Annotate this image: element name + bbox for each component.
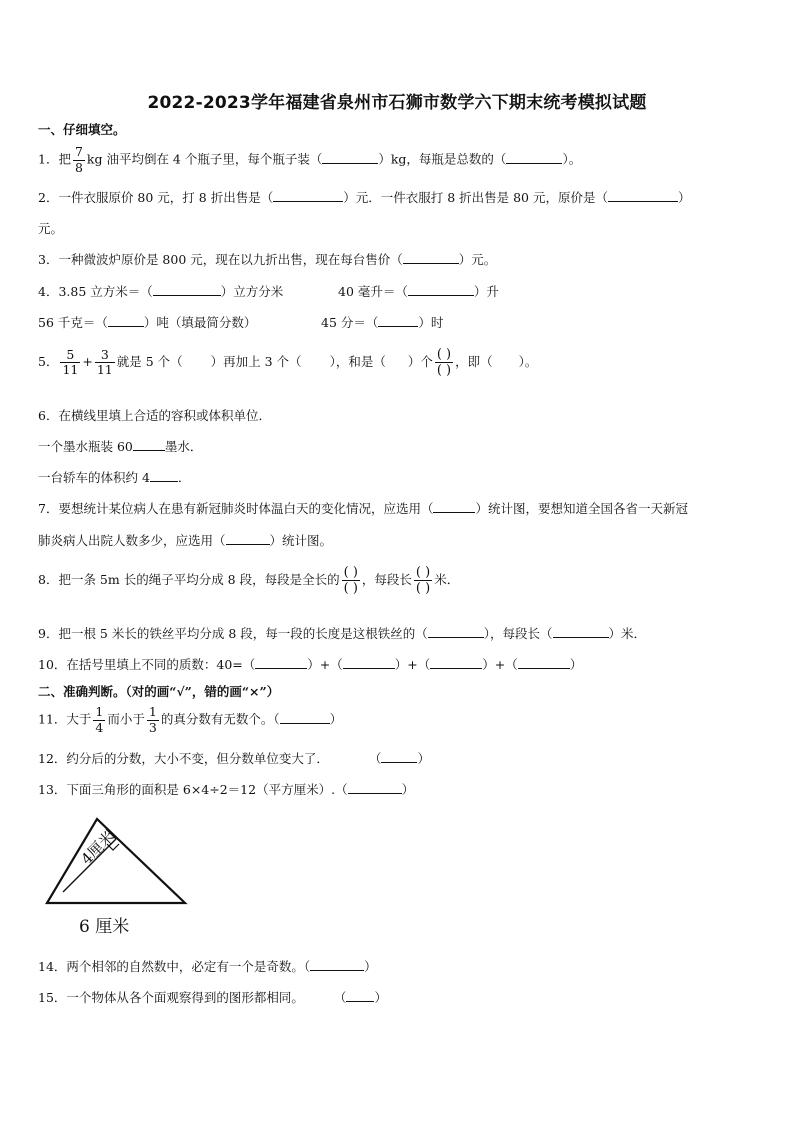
height-label: 4厘米 (77, 827, 119, 869)
answer-blank[interactable] (408, 283, 474, 296)
question-9: 9．把一根 5 米长的铁丝平均分成 8 段，每一段的长度是这根铁丝的（ ），每段长（ ）米． (38, 626, 647, 641)
question-1: 1．把 $\frac{7}{8}$ kg 油平均倒在 4 个瓶子里，每个瓶子装（ ）kg，每瓶是总数的（ ）。 (38, 144, 582, 175)
question-10: 10．在括号里填上不同的质数：40=（ ）+（ ）+（ ）+（ ） (38, 657, 583, 672)
question-2-cont: 元。 (38, 221, 64, 236)
blank-fraction[interactable]: $\frac{( )}{( )}$ (436, 347, 452, 378)
answer-blank[interactable] (348, 781, 402, 794)
triangle-shape (47, 819, 185, 903)
blank-fraction[interactable]: $\frac{( )}{( )}$ (343, 565, 358, 596)
answer-blank[interactable] (255, 656, 307, 669)
question-7-cont: 肺炎病人出院人数多少，应选用（ ）统计图。 (38, 533, 333, 548)
answer-blank[interactable] (343, 656, 395, 669)
question-6: 6．在横线里填上合适的容积或体积单位． (38, 408, 271, 423)
blank-fraction[interactable]: $\frac{( )}{( )}$ (415, 565, 431, 596)
answer-blank[interactable] (153, 283, 221, 296)
question-6-a: 一个墨水瓶装 60 墨水． (38, 439, 203, 454)
answer-blank[interactable] (226, 532, 270, 545)
base-label: 6 厘米 (79, 917, 130, 937)
section-1-heading: 一、仔细填空。 (38, 122, 126, 137)
question-14: 14．两个相邻的自然数中，必定有一个是奇数。（ ） (38, 959, 377, 974)
answer-blank[interactable] (133, 438, 165, 451)
answer-blank[interactable] (346, 989, 374, 1002)
answer-blank[interactable] (608, 189, 678, 202)
answer-blank[interactable] (430, 656, 482, 669)
question-3: 3．一种微波炉原价是 800 元，现在以九折出售，现在每台售价（ ）元。 (38, 252, 497, 267)
fraction-1-3: $\frac{1}{3}$ (148, 704, 157, 735)
question-12: 12．约分后的分数，大小不变，但分数单位变大了． （ ） (38, 751, 430, 766)
answer-blank[interactable] (108, 314, 144, 327)
answer-blank[interactable] (310, 958, 364, 971)
answer-blank[interactable] (433, 500, 475, 513)
fraction-1-4: $\frac{1}{4}$ (95, 704, 104, 735)
answer-blank[interactable] (403, 251, 459, 264)
question-5: 5． $\frac{5}{11}$ + $\frac{3}{11}$ 就是 5 个（ ）再加上 3 个（ ），和是（ ）个 $\frac{( )}{( )}$ ，即（ ）。 (38, 346, 538, 378)
answer-blank[interactable] (506, 151, 562, 164)
question-8: 8．把一条 5m 长的绳子平均分成 8 段，每段是全长的 $\frac{( )}{( )}$ ，每段长 $\frac{( )}{( )}$ 米． (38, 565, 460, 596)
answer-blank[interactable] (378, 314, 418, 327)
page-title: 2022-2023学年福建省泉州市石狮市数学六下期末统考模拟试题 (147, 93, 647, 113)
answer-blank[interactable] (518, 656, 570, 669)
triangle-svg (40, 812, 190, 912)
question-4-part-3: 56 千克＝（ ）吨（填最简分数） (38, 315, 257, 330)
question-11: 11．大于 $\frac{1}{4}$ 而小于 $\frac{1}{3}$ 的真分数有无数个。（ ） (38, 704, 343, 735)
question-13: 13．下面三角形的面积是 6×4÷2＝12（平方厘米）.（ ） (38, 782, 415, 797)
section-2-heading: 二、准确判断。（对的画“√”，错的画“×”） (38, 684, 280, 699)
question-1-text: 1．把 (38, 151, 71, 167)
question-2: 2．一件衣服原价 80 元，打 8 折出售是（ ）元．一件衣服打 8 折出售是 80 元，原价是（ ） (38, 190, 691, 205)
answer-blank[interactable] (381, 750, 417, 763)
answer-blank[interactable] (273, 189, 343, 202)
fraction-5-11: $\frac{5}{11}$ (62, 346, 79, 377)
question-4-part-4: 45 分＝（ ）时 (321, 315, 444, 330)
question-7: 7．要想统计某位病人在患有新冠肺炎时体温白天的变化情况，应选用（ ）统计图，要想知道全国各省一天新冠 (38, 501, 688, 516)
answer-blank[interactable] (150, 469, 178, 482)
question-15: 15．一个物体从各个面观察得到的图形都相同。 （ ） (38, 990, 387, 1005)
question-4: 4．3.85 立方米＝（ ）立方分米 (38, 284, 284, 299)
answer-blank[interactable] (428, 625, 484, 638)
question-6-b: 一台轿车的体积约 4 ． (38, 470, 191, 485)
triangle-figure (40, 812, 190, 940)
answer-blank[interactable] (280, 711, 330, 724)
fraction-7-8: $\frac{7}{8}$ (74, 144, 83, 175)
answer-blank[interactable] (553, 625, 609, 638)
fraction-3-11: $\frac{3}{11}$ (96, 346, 113, 377)
answer-blank[interactable] (322, 151, 378, 164)
question-4-part-2: 40 毫升＝（ ）升 (338, 284, 499, 299)
